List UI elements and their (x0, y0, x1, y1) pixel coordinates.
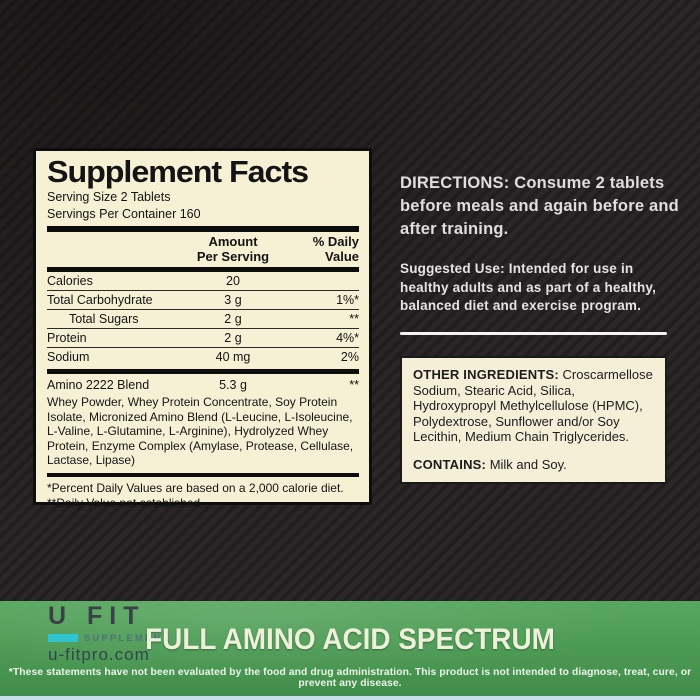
divider-line (400, 332, 667, 335)
banner-headline: FULL AMINO ACID SPECTRUM (145, 623, 555, 656)
footnote-not-established: **Daily Value not established. (47, 496, 204, 510)
suggested-use-label: Suggested Use: (400, 261, 505, 276)
green-banner (0, 601, 700, 696)
blend-ingredients: Whey Powder, Whey Protein Concentrate, Soy Protein Isolate, Micronized Amino Blend (L-Leucine, L-Isoleucine, L-Valine, L-Glutamine, L-Arginine), Hydrolyzed Whey Protein, Enzyme Complex (Amylase, Protease, Cellulase, Lactase, Lipase) (47, 395, 354, 467)
table-row: Total Sugars 2 g ** (47, 309, 359, 328)
table-row: Calories 20 (47, 273, 240, 288)
contains-text: Milk and Soy. (489, 456, 567, 472)
divider-thin (47, 473, 359, 477)
nutrition-header-row (47, 232, 359, 267)
servings-per-container: Servings Per Container 160 (47, 207, 201, 221)
contains-label: CONTAINS: (413, 456, 487, 472)
other-ingredients-text: Croscarmellose Sodium, Stearic Acid, Silica, Hydroxypropyl Methylcellulose (HPMC), Polydextrose, Sunflower and/or Soy Lecithin, Medium Chain Triglycerides. (413, 367, 653, 444)
other-ingredients-label: OTHER INGREDIENTS: (413, 367, 559, 382)
fda-disclaimer: *These statements have not been evaluated by the food and drug administration. This product is not intended to diagnose, treat, cure, or prevent any disease. (8, 667, 692, 689)
suggested-use-paragraph (400, 260, 680, 316)
directions-text: Consume 2 tablets before meals and again before and after training. (400, 174, 679, 238)
amount-column-header: Amount Per Serving (196, 234, 270, 264)
serving-size: Serving Size 2 Tablets (47, 190, 171, 204)
blend-row: Amino 2222 Blend 5.3 g ** (47, 377, 359, 392)
footnotes (47, 481, 359, 512)
footnote-daily-values: *Percent Daily Values are based on a 2,000 calorie diet. (47, 480, 344, 495)
bottom-strip (0, 696, 700, 700)
suggested-use-text: Intended for use in healthy adults and as part of a healthy, balanced diet and exercise program. (400, 261, 657, 313)
brand-name: U FIT (48, 602, 146, 630)
daily-value-column-header: % Daily Value (312, 234, 359, 264)
directions-paragraph (400, 172, 680, 241)
table-row: Protein 2 g 4%* (47, 328, 359, 347)
contains-paragraph (413, 457, 655, 473)
supplement-facts-panel (33, 148, 372, 510)
divider-medium (47, 369, 359, 374)
other-ingredients-paragraph (413, 367, 655, 445)
brand-tagline: SUPPLEMENT (84, 633, 171, 643)
brand-website: u-fitpro.com (48, 645, 150, 664)
other-ingredients-box (400, 356, 667, 484)
table-row: Sodium 40 mg 2% (47, 347, 359, 366)
directions-label: DIRECTIONS: (400, 174, 510, 192)
supplement-facts-title: Supplement Facts (47, 154, 309, 189)
table-row: Total Carbohydrate 3 g 1%* (47, 290, 359, 309)
